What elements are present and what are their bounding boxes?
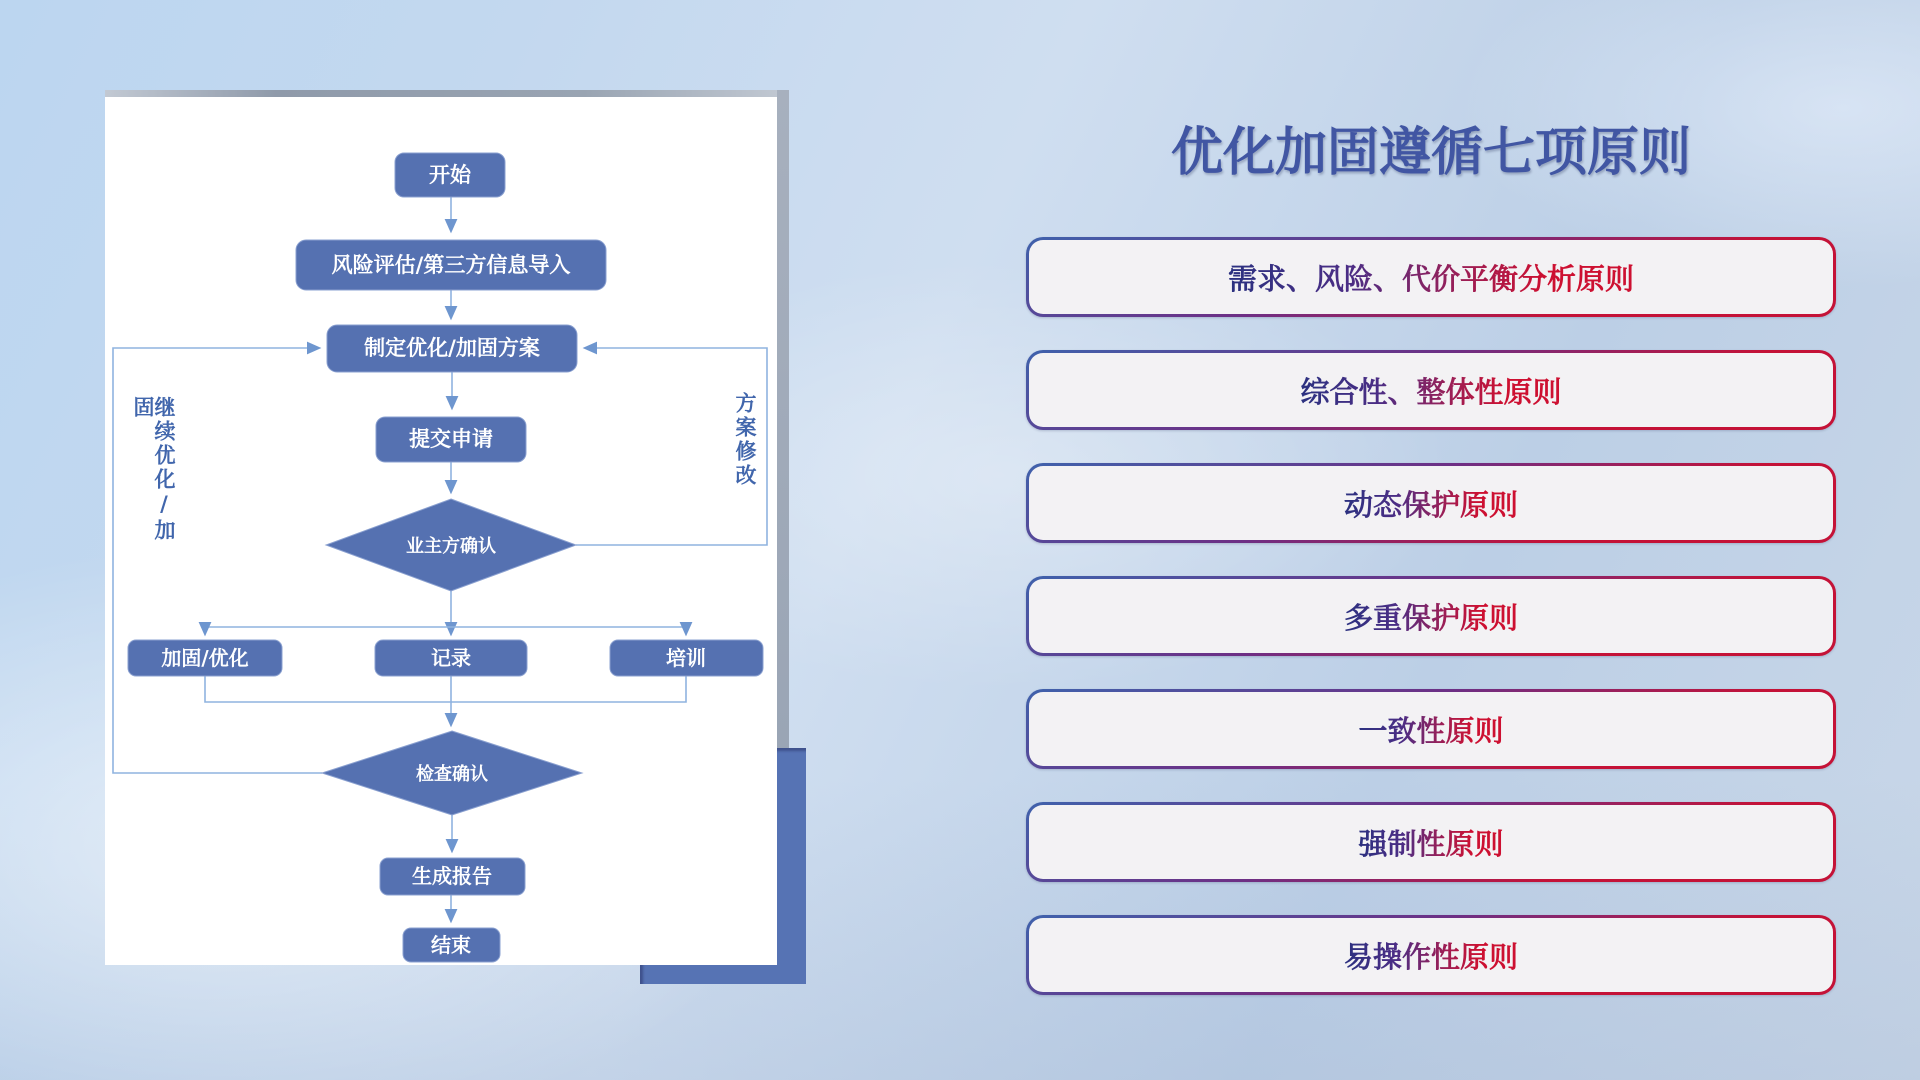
node-check-confirm-label: 检查确认 bbox=[416, 764, 488, 785]
node-reinforce-label: 加固/优化 bbox=[161, 646, 249, 670]
loop-label-continue-optimize: 继续优化/加固 bbox=[131, 396, 176, 543]
principle-text: 一致性原则 bbox=[1358, 709, 1503, 750]
node-submit-label: 提交申请 bbox=[409, 427, 493, 451]
card-top-shadow bbox=[105, 90, 789, 97]
principle-item bbox=[1026, 463, 1836, 543]
principles-list bbox=[1026, 237, 1836, 995]
node-owner-confirm-label: 业主方确认 bbox=[406, 536, 496, 557]
node-end-label: 结束 bbox=[431, 933, 471, 957]
node-start-label: 开始 bbox=[429, 163, 471, 187]
page-title: 优化加固遵循七项原则 bbox=[1170, 123, 1691, 183]
principle-text: 动态保护原则 bbox=[1344, 483, 1518, 524]
principle-item bbox=[1026, 915, 1836, 995]
principle-text: 易操作性原则 bbox=[1344, 935, 1518, 976]
merge-line bbox=[205, 676, 686, 702]
node-training-label: 培训 bbox=[666, 646, 706, 670]
flowchart-card bbox=[105, 90, 777, 965]
principle-item bbox=[1026, 576, 1836, 656]
node-record-label: 记录 bbox=[431, 646, 471, 670]
flowchart bbox=[105, 90, 777, 965]
principle-item bbox=[1026, 689, 1836, 769]
principle-text: 综合性、整体性原则 bbox=[1300, 370, 1561, 411]
principle-text: 需求、风险、代价平衡分析原则 bbox=[1228, 257, 1634, 298]
node-risk-label: 风险评估/第三方信息导入 bbox=[331, 253, 571, 277]
principle-item bbox=[1026, 802, 1836, 882]
card-right-shadow bbox=[777, 90, 789, 748]
principle-item bbox=[1026, 350, 1836, 430]
node-report-label: 生成报告 bbox=[412, 864, 492, 888]
principle-item bbox=[1026, 237, 1836, 317]
node-plan-label: 制定优化/加固方案 bbox=[364, 336, 540, 360]
loop-label-plan-modify: 方案修改 bbox=[733, 392, 757, 488]
principle-text: 多重保护原则 bbox=[1344, 596, 1518, 637]
principle-text: 强制性原则 bbox=[1358, 822, 1503, 863]
